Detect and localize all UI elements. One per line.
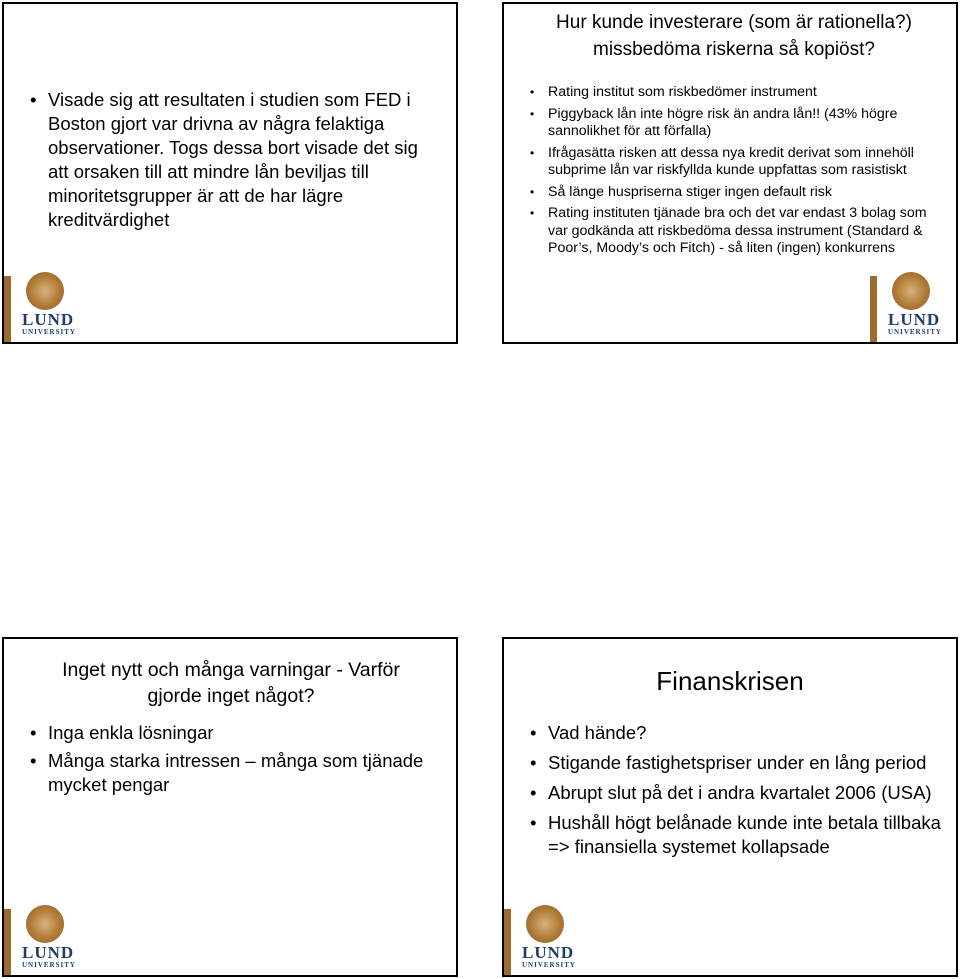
lund-university-logo	[4, 903, 84, 975]
university-seal-icon	[26, 905, 64, 943]
logo-word: LUND	[888, 310, 941, 329]
slide-4	[502, 637, 958, 977]
lund-university-logo	[4, 270, 84, 342]
slide-1	[2, 2, 458, 344]
bullet-item: • Hushåll högt belånade kunde inte betala tillbaka => finansiella systemet kollapsade	[528, 811, 948, 859]
bullet-list	[28, 721, 438, 801]
university-seal-icon	[26, 272, 64, 310]
logo-word: LUND	[22, 943, 75, 962]
bullet-item: • Stigande fastighetspriser under en lång period	[528, 751, 948, 775]
slide-title: Hur kunde investerare (som är rationella?) missbedöma riskerna så kopiöst?	[556, 12, 912, 60]
slide-title: Inget nytt och många varningar - Varför gjorde inget något?	[62, 659, 400, 707]
bullet-item: • Så länge huspriserna stiger ingen default risk	[528, 184, 948, 202]
logo-sub: UNIVERSITY	[522, 961, 576, 969]
logo-word: LUND	[522, 943, 575, 962]
lund-university-logo	[870, 270, 950, 342]
logo-word: LUND	[22, 310, 75, 329]
slide-2	[502, 2, 958, 344]
university-seal-icon	[892, 272, 930, 310]
bullet-item: • Piggyback lån inte högre risk än andra lån!! (43% högre sannolikhet för att förfalla)	[528, 106, 948, 141]
logo-bar	[504, 909, 511, 975]
logo-sub: UNIVERSITY	[22, 328, 76, 336]
bullet-item: • Rating instituten tjänade bra och det var endast 3 bolag som var godkända att riskbedöma dessa instrument (Standard & Poor’s, Moody’s och Fitch) - så liten (ingen) konkurrens	[528, 205, 948, 258]
bullet-item: • Inga enkla lösningar	[28, 721, 438, 745]
bullet-item: • Vad hände?	[528, 721, 948, 745]
logo-bar	[4, 909, 11, 975]
bullet-list	[528, 84, 948, 262]
university-seal-icon	[526, 905, 564, 943]
lund-university-logo	[504, 903, 584, 975]
logo-bar	[870, 276, 877, 342]
slide-3	[2, 637, 458, 977]
logo-sub: UNIVERSITY	[22, 961, 76, 969]
bullet-item: • Abrupt slut på det i andra kvartalet 2006 (USA)	[528, 781, 948, 805]
bullet-item: • Visade sig att resultaten i studien som FED i Boston gjort var drivna av några felaktiga observationer. Togs dessa bort visade det sig att orsaken till att mindre lån beviljas till minoritetsgrupper är att de har lägre kreditvärdighet	[28, 88, 438, 232]
bullet-list	[528, 721, 948, 865]
slide-title: Finanskrisen	[656, 666, 804, 696]
logo-bar	[4, 276, 11, 342]
logo-sub: UNIVERSITY	[888, 328, 942, 336]
bullet-item: • Ifrågasätta risken att dessa nya kredit derivat som innehöll subprime lån var riskfyllda kunde uppfattas som rasistiskt	[528, 145, 948, 180]
bullet-list	[28, 88, 438, 232]
bullet-item: • Rating institut som riskbedömer instrument	[528, 84, 948, 102]
bullet-item: • Många starka intressen – många som tjänade mycket pengar	[28, 749, 438, 797]
